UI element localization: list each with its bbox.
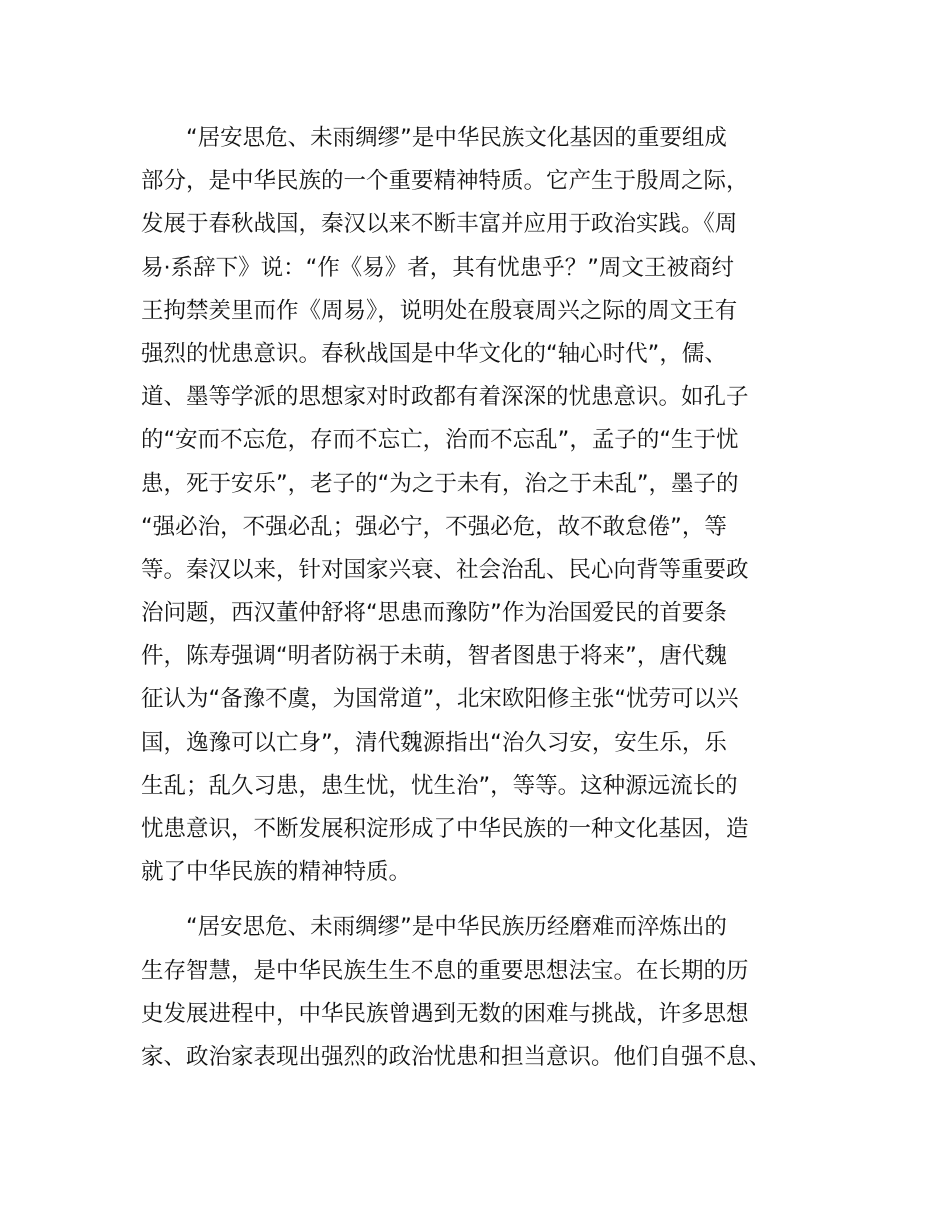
text-line: 患，死于安乐”，老子的“为之于未有，治之于未乱”，墨子的 [141,470,739,497]
text-line: 史发展进程中，中华民族曾遇到无数的困难与挑战，许多思想 [141,1000,749,1027]
paragraph-2 [141,906,821,1079]
text-line: 强烈的忧患意识。春秋战国是中华文化的“轴心时代”，儒、 [141,340,727,367]
text-line: 就了中华民族的精神特质。 [141,859,412,886]
text-line: 易·系辞下》说：“作《易》者，其有忧患乎？”周文王被商纣 [141,254,734,281]
text-line: “强必治，不强必乱；强必宁，不强必危，故不敢怠倦”，等 [141,513,727,540]
text-line: “居安思危、未雨绸缪”是中华民族历经磨难而淬炼出的 [186,914,727,941]
text-line: 生乱；乱久习患，患生忧，忧生治”，等等。这种源远流长的 [141,772,738,799]
text-line: 道、墨等学派的思想家对时政都有着深深的忧患意识。如孔子 [141,384,749,411]
text-line: 忧患意识，不断发展积淀形成了中华民族的一种文化基因，造 [141,816,749,842]
text-line: 国，逸豫可以亡身”，清代魏源指出“治久习安，安生乐，乐 [141,729,727,756]
text-line: 征认为“备豫不虞，为国常道”，北宋欧阳修主张“忧劳可以兴 [141,686,739,713]
text-line: 的“安而不忘危，存而不忘亡，治而不忘乱”，孟子的“生于忧 [141,427,739,454]
text-line: 治问题，西汉董仲舒将“思患而豫防”作为治国爱民的首要条 [141,600,727,627]
paragraph-1 [141,117,821,894]
text-line: 王拘禁羑里而作《周易》，说明处在殷衰周兴之际的周文王有 [141,297,738,324]
text-line: 家、政治家表现出强烈的政治忧患和担当意识。他们自强不息、 [141,1043,772,1070]
text-line: 件，陈寿强调“明者防祸于未萌，智者图患于将来”，唐代魏 [141,643,727,670]
document-body [141,117,821,1091]
text-line: “居安思危、未雨绸缪”是中华民族文化基因的重要组成 [186,125,727,151]
text-line: 生存智慧，是中华民族生生不息的重要思想法宝。在长期的历 [141,957,749,984]
text-line: 发展于春秋战国，秦汉以来不断丰富并应用于政治实践。《周 [141,211,738,238]
text-line: 等。秦汉以来，针对国家兴衰、社会治乱、民心向背等重要政 [141,556,749,583]
text-line: 部分，是中华民族的一个重要精神特质。它产生于殷周之际， [141,168,749,195]
